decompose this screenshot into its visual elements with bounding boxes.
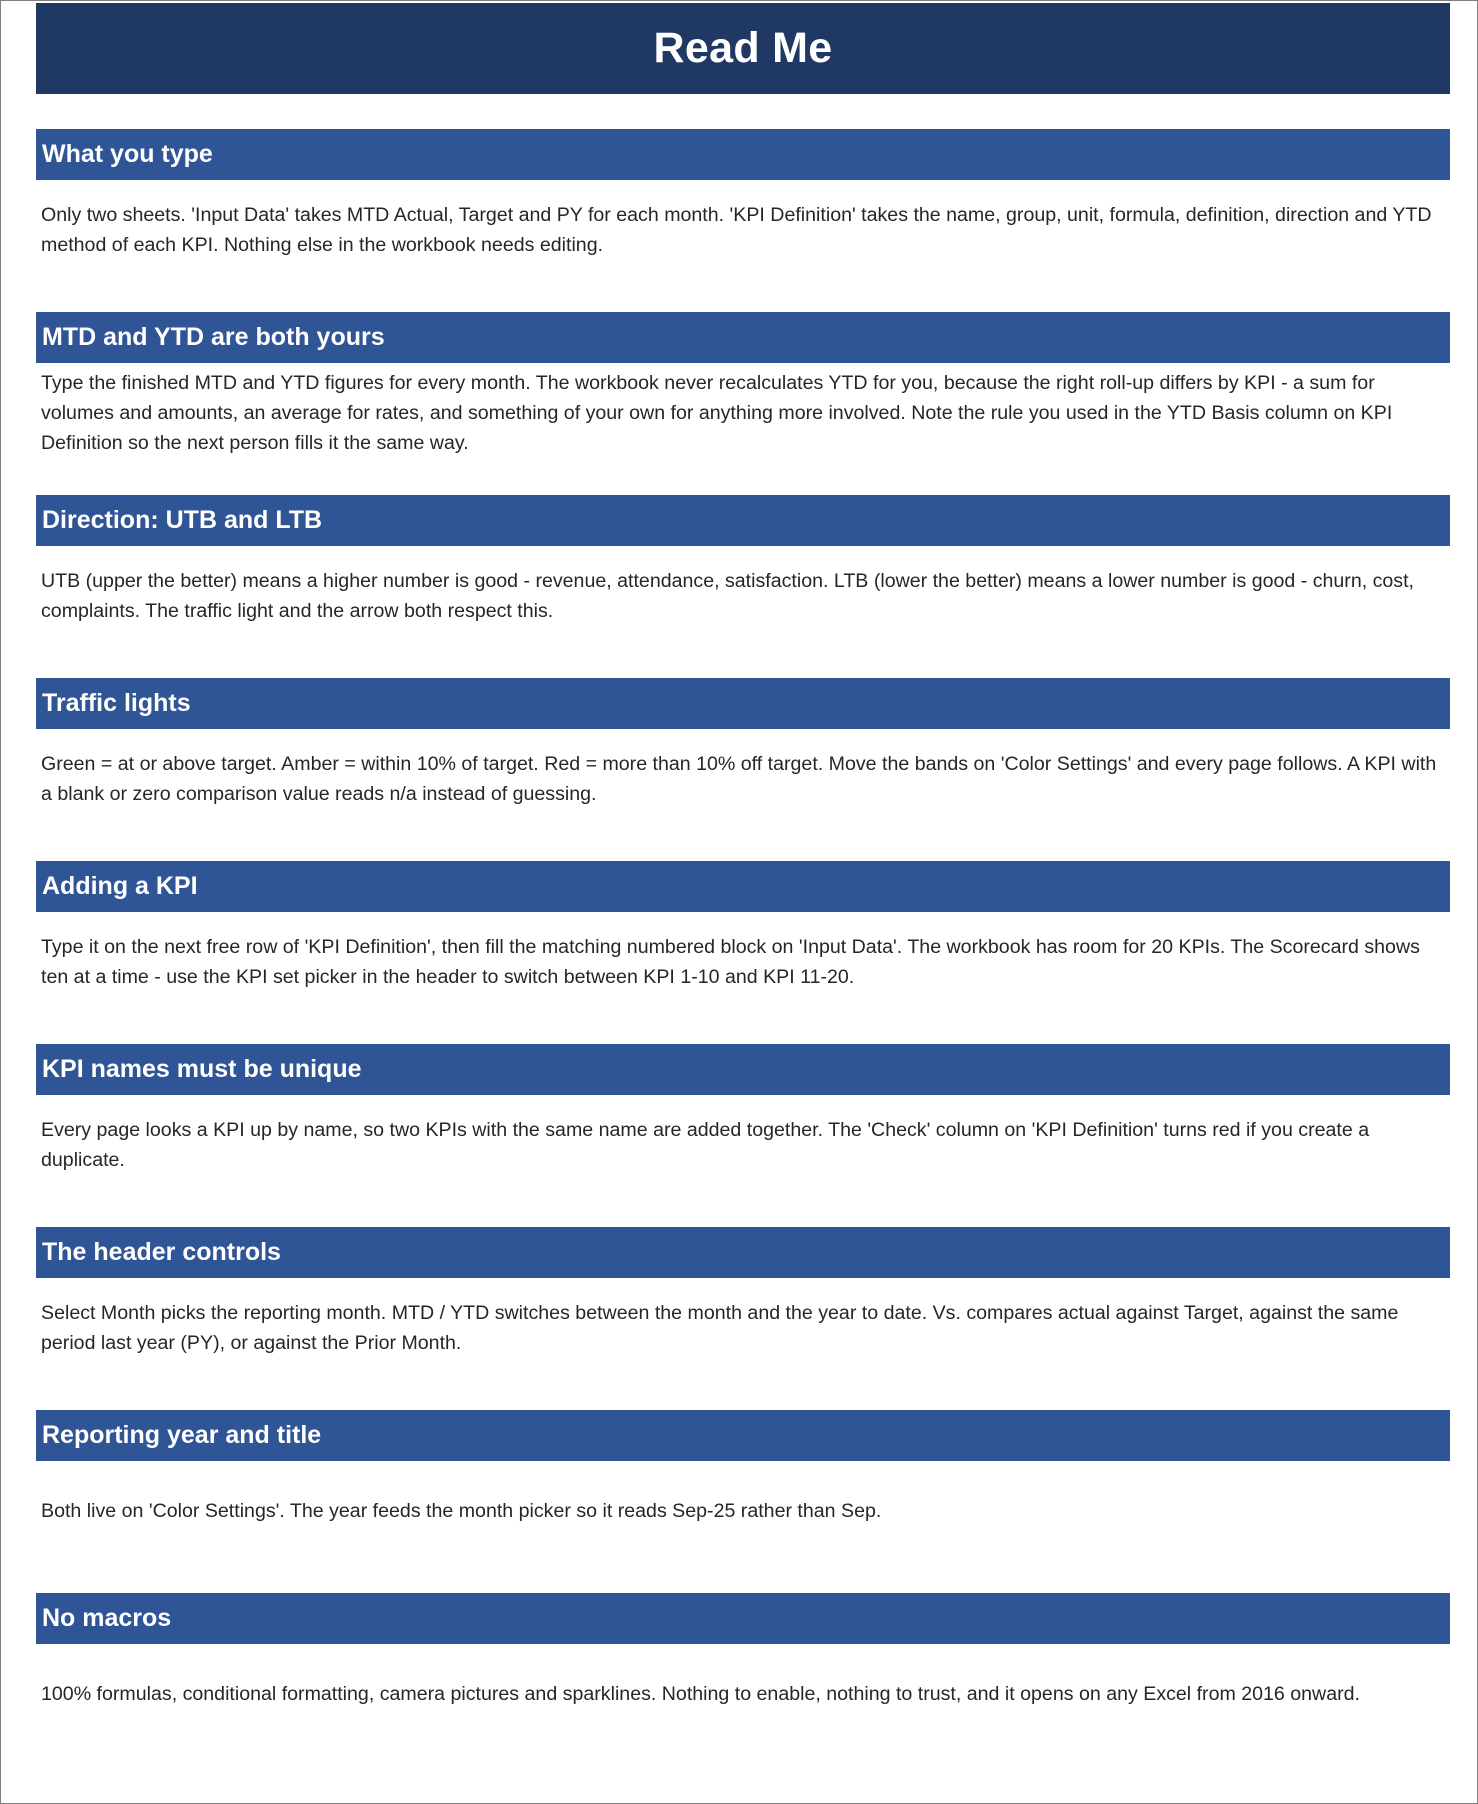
section-heading-header-controls: The header controls: [36, 1227, 1450, 1278]
section-heading-what-you-type: What you type: [36, 129, 1450, 180]
section-heading-unique-names: KPI names must be unique: [36, 1044, 1450, 1095]
section-heading-mtd-ytd: MTD and YTD are both yours: [36, 312, 1450, 363]
section-body-traffic-lights: Green = at or above target. Amber = within 10% of target. Red = more than 10% off target. Move the bands on 'Color Settings' and every page follows. A KPI with a blank or zero comparison value reads n/a instead of guessing.: [41, 753, 1437, 805]
section-body-no-macros: 100% formulas, conditional formatting, camera pictures and sparklines. Nothing to enable, nothing to trust, and it opens on any Excel from 2016 onward.: [41, 1683, 1360, 1705]
section-body-what-you-type: Only two sheets. 'Input Data' takes MTD Actual, Target and PY for each month. 'KPI Definition' takes the name, group, unit, formula, definition, direction and YTD method of each KPI. Nothing else in the workbook needs editing.: [41, 204, 1432, 256]
section-heading-traffic-lights: Traffic lights: [36, 678, 1450, 729]
section-body-unique-names: Every page looks a KPI up by name, so two KPIs with the same name are added together. The 'Check' column on 'KPI Definition' turns red if you create a duplicate.: [41, 1119, 1370, 1171]
section-heading-adding-kpi: Adding a KPI: [36, 861, 1450, 912]
page-title: Read Me: [36, 3, 1450, 94]
section-body-header-controls: Select Month picks the reporting month. MTD / YTD switches between the month and the year to date. Vs. compares actual against Target, against the same period last year (PY), or against the Prior Month.: [41, 1302, 1399, 1354]
section-heading-direction: Direction: UTB and LTB: [36, 495, 1450, 546]
section-heading-reporting-year: Reporting year and title: [36, 1410, 1450, 1461]
section-body-direction: UTB (upper the better) means a higher number is good - revenue, attendance, satisfaction. LTB (lower the better) means a lower number is good - churn, cost, complaints. The traffic light and the arrow both respect this.: [41, 570, 1414, 622]
section-body-adding-kpi: Type it on the next free row of 'KPI Definition', then fill the matching numbered block on 'Input Data'. The workbook has room for 20 KPIs. The Scorecard shows ten at a time - use the KPI set picker in the header to switch between KPI 1-10 and KPI 11-20.: [41, 936, 1420, 988]
section-body-reporting-year: Both live on 'Color Settings'. The year feeds the month picker so it reads Sep-25 rather than Sep.: [41, 1500, 882, 1522]
section-heading-no-macros: No macros: [36, 1593, 1450, 1644]
section-body-mtd-ytd: Type the finished MTD and YTD figures for every month. The workbook never recalculates YTD for you, because the right roll-up differs by KPI - a sum for volumes and amounts, an average for rates, and something of your own for anything more involved. Note the rule you used in the YTD Basis column on KPI Definition so the next person fills it the same way.: [41, 372, 1393, 454]
